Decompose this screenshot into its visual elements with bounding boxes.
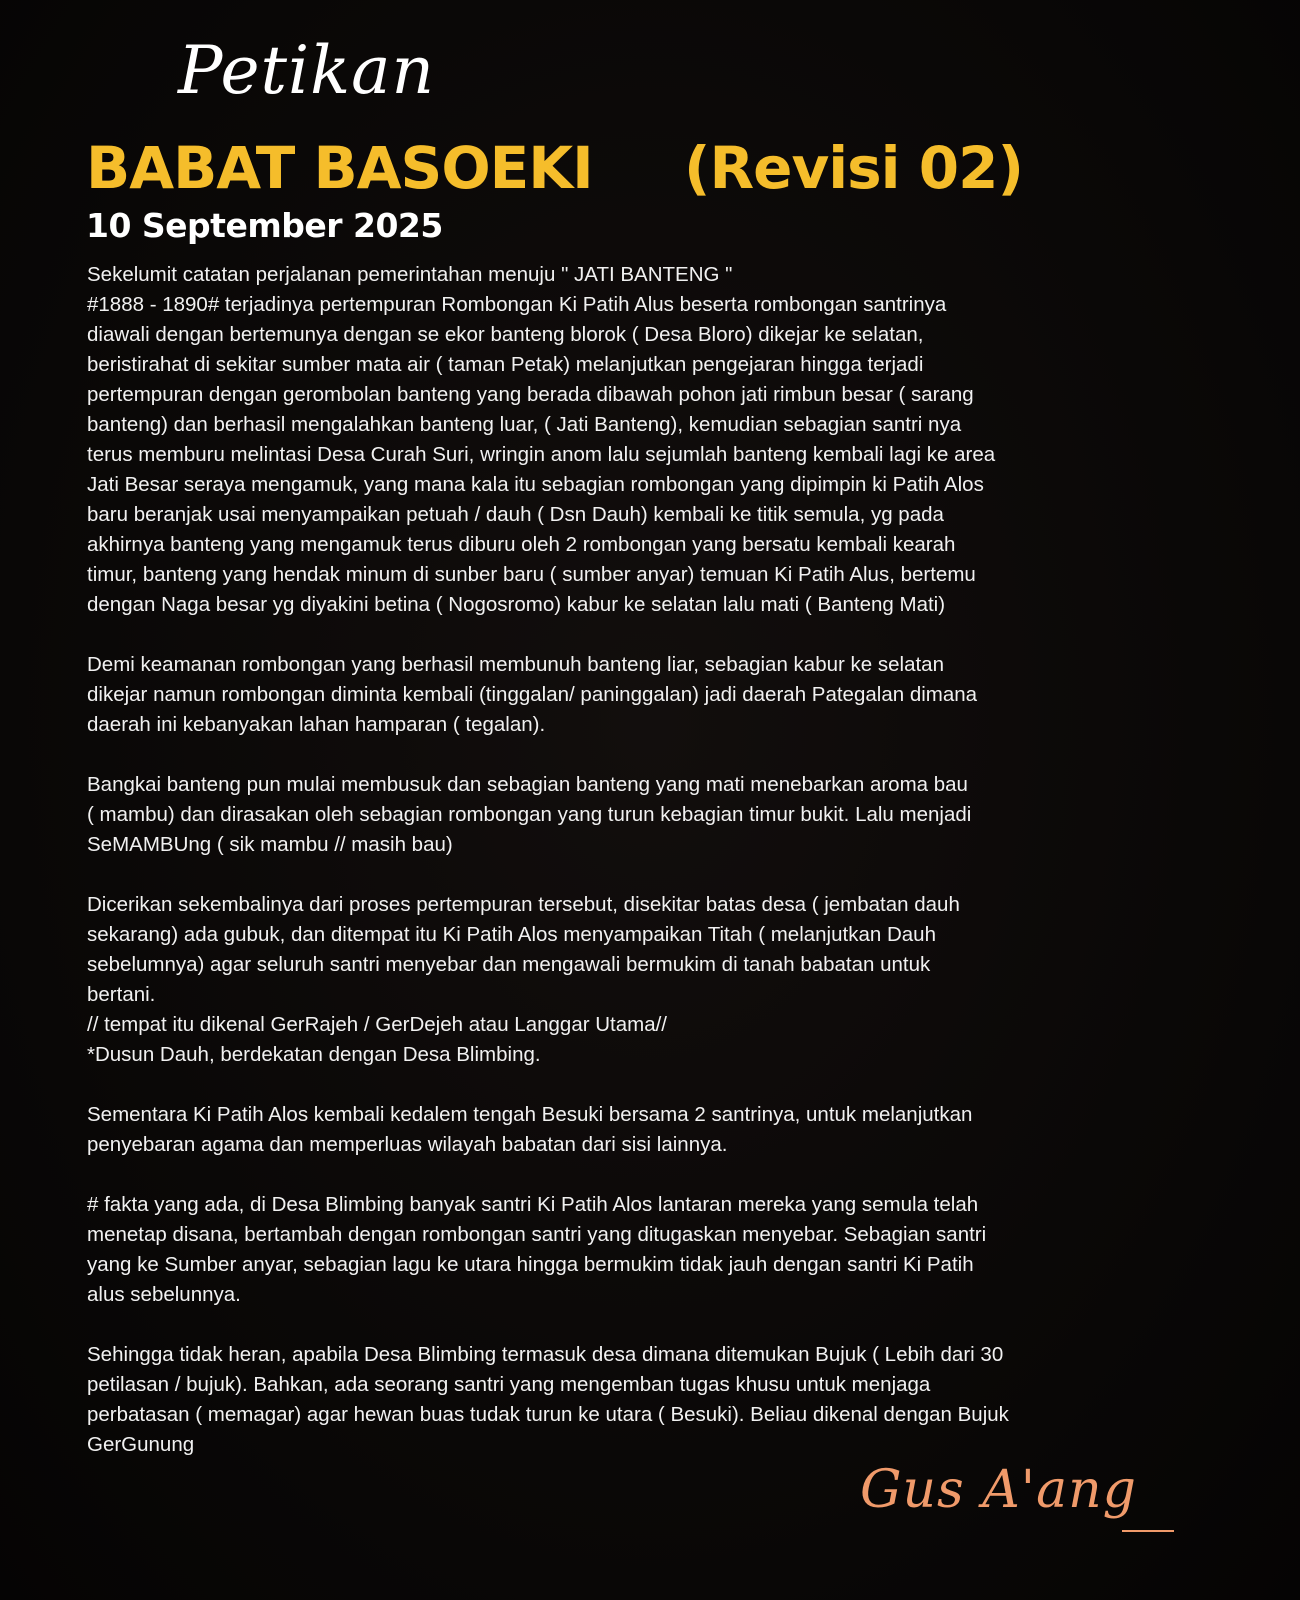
text-line: bertani. bbox=[87, 983, 156, 1006]
text-line: #1888 - 1890# terjadinya pertempuran Rombongan Ki Patih Alus beserta rombongan santrinya bbox=[87, 293, 947, 316]
text-line: penyebaran agama dan memperluas wilayah babatan dari sisi lainnya. bbox=[87, 1133, 728, 1156]
text-line: petilasan / bujuk). Bahkan, ada seorang santri yang mengemban tugas khusu untuk menjaga bbox=[87, 1373, 931, 1396]
text-line: *Dusun Dauh, berdekatan dengan Desa Blimbing. bbox=[87, 1043, 541, 1066]
text-line: Jati Besar seraya mengamuk, yang mana kala itu sebagian rombongan yang dipimpin ki Patih Alos bbox=[87, 473, 984, 496]
signature-underline bbox=[1122, 1530, 1174, 1532]
text-line: Bangkai banteng pun mulai membusuk dan sebagian banteng yang mati menebarkan aroma bau bbox=[87, 773, 968, 796]
text-line: Sementara Ki Patih Alos kembali kedalem tengah Besuki bersama 2 santrinya, untuk melanjutkan bbox=[87, 1103, 973, 1126]
text-line: perbatasan ( memagar) agar hewan buas tudak turun ke utara ( Besuki). Beliau dikenal dengan Bujuk bbox=[87, 1403, 1009, 1426]
text-line: terus memburu melintasi Desa Curah Suri, wringin anom lalu sejumlah banteng kembali lagi ke area bbox=[87, 443, 996, 466]
text-line: diawali dengan bertemunya dengan se ekor banteng blorok ( Desa Bloro) dikejar ke selatan, bbox=[87, 323, 924, 346]
body-text bbox=[87, 260, 1217, 1490]
text-line: pertempuran dengan gerombolan banteng yang berada dibawah pohon jati rimbun besar ( sarang bbox=[87, 383, 974, 406]
text-line: banteng) dan berhasil mengalahkan banteng luar, ( Jati Banteng), kemudian sebagian santri nya bbox=[87, 413, 962, 436]
paragraph bbox=[87, 770, 1217, 860]
revision-label: (Revisi 02) bbox=[683, 134, 1023, 202]
paragraph bbox=[87, 1100, 1217, 1160]
text-line: timur, banteng yang hendak minum di sunber baru ( sumber anyar) temuan Ki Patih Alus, bertemu bbox=[87, 563, 976, 586]
title-row bbox=[86, 134, 1023, 202]
paragraph bbox=[87, 260, 1217, 620]
text-line: # fakta yang ada, di Desa Blimbing banyak santri Ki Patih Alos lantaran mereka yang semula telah bbox=[87, 1193, 979, 1216]
text-line: SeMAMBUng ( sik mambu // masih bau) bbox=[87, 833, 453, 856]
text-line: Sekelumit catatan perjalanan pemerintahan menuju " JATI BANTENG " bbox=[87, 263, 733, 286]
paragraph bbox=[87, 1340, 1217, 1460]
text-line: dengan Naga besar yg diyakini betina ( Nogosromo) kabur ke selatan lalu mati ( Banteng Mati) bbox=[87, 593, 946, 616]
signature: Gus A'ang bbox=[860, 1460, 1137, 1520]
paragraph bbox=[87, 1190, 1217, 1310]
text-line: baru beranjak usai menyampaikan petuah / dauh ( Dsn Dauh) kembali ke titik semula, yg pada bbox=[87, 503, 944, 526]
text-line: beristirahat di sekitar sumber mata air ( taman Petak) melanjutkan pengejaran hingga terjadi bbox=[87, 353, 924, 376]
text-line: ( mambu) dan dirasakan oleh sebagian rombongan yang turun kebagian timur bukit. Lalu menjadi bbox=[87, 803, 972, 826]
document-title: BABAT BASOEKI bbox=[86, 134, 593, 202]
text-line: Sehingga tidak heran, apabila Desa Blimbing termasuk desa dimana ditemukan Bujuk ( Lebih dari 30 bbox=[87, 1343, 1004, 1366]
text-line: yang ke Sumber anyar, sebagian lagu ke utara hingga bermukim tidak jauh dengan santri Ki Patih bbox=[87, 1253, 974, 1276]
text-line: // tempat itu dikenal GerRajeh / GerDejeh atau Langgar Utama// bbox=[87, 1013, 668, 1036]
text-line: sebelumnya) agar seluruh santri menyebar dan mengawali bermukim di tanah babatan untuk bbox=[87, 953, 931, 976]
document-date: 10 September 2025 bbox=[86, 206, 443, 245]
text-line: daerah ini kebanyakan lahan hamparan ( tegalan). bbox=[87, 713, 546, 736]
text-line: sekarang) ada gubuk, dan ditempat itu Ki Patih Alos menyampaikan Titah ( melanjutkan Dauh bbox=[87, 923, 936, 946]
paragraph bbox=[87, 890, 1217, 1070]
text-line: GerGunung bbox=[87, 1433, 195, 1456]
text-line: menetap disana, bertambah dengan rombongan santri yang ditugaskan menyebar. Sebagian santri bbox=[87, 1223, 987, 1246]
text-line: Demi keamanan rombongan yang berhasil membunuh banteng liar, sebagian kabur ke selatan bbox=[87, 653, 944, 676]
text-line: Dicerikan sekembalinya dari proses pertempuran tersebut, disekitar batas desa ( jembatan dauh bbox=[87, 893, 960, 916]
text-line: akhirnya banteng yang mengamuk terus diburu oleh 2 rombongan yang bersatu kembali kearah bbox=[87, 533, 956, 556]
paragraph bbox=[87, 650, 1217, 740]
kicker-heading: Petikan bbox=[178, 32, 435, 109]
text-line: dikejar namun rombongan diminta kembali (tinggalan/ paninggalan) jadi daerah Pategalan dimana bbox=[87, 683, 978, 706]
text-line: alus sebelunnya. bbox=[87, 1283, 241, 1306]
